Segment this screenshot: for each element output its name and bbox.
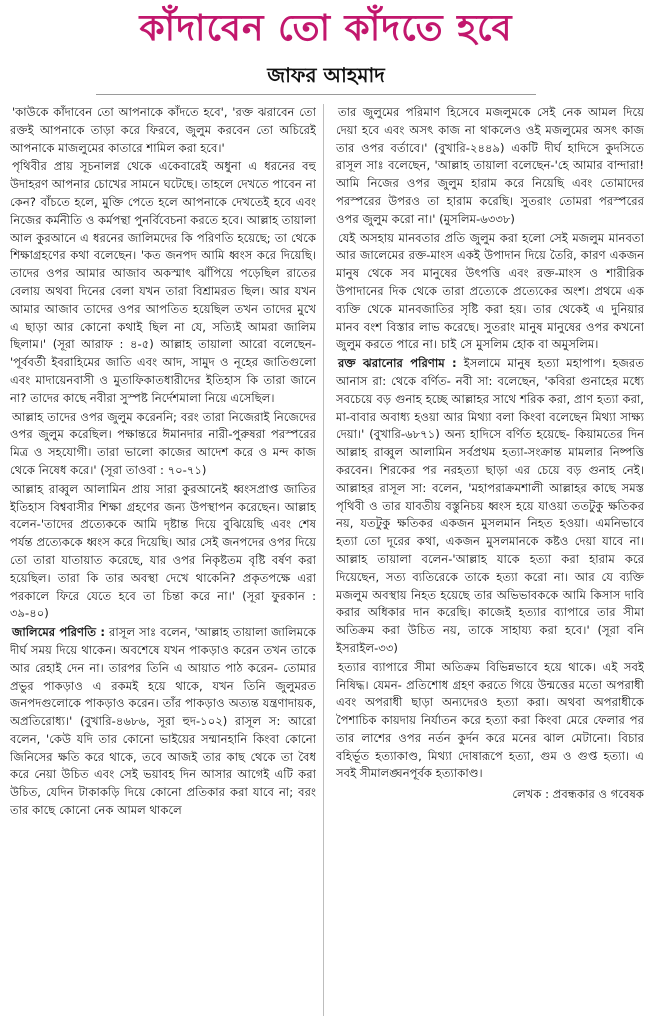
paragraph-text: তার জুলুমের পরিমাণ হিসেবে মজলুমকে সেই নেক আমল দিয়ে দেয়া হবে এবং অসৎ কাজ না থাকলেও ওই মজলুমের অসৎ কাজ তার ওপর বর্তাবে।' (বুখারি-২৪৪৯) একটি দীর্ঘ হাদিসে কুদসিতে রাসূল সাঃ বলেছেন, 'আল্লাহ তায়ালা বলেছেন-'হে আমার বান্দারা! আমি নিজের ওপর জুলুম হারাম করে নিয়েছি এবং তোমাদের পরস্পরের উপরও তা হারাম করেছি। সুতরাং তোমরা পরস্পরের ওপর জুলুম করো না।' (মুসলিম-৬৩৩৮) — [336, 105, 644, 226]
paragraph-text: যেই অসহায় মানবতার প্রতি জুলুম করা হলো সেই মজলুম মানবতা আর জালেমের রক্ত-মাংস একই উপাদান দিয়ে তৈরি, কারণ একজন মানুষ থেকে সব মানুষের উৎপত্তি এবং রক্ত-মাংস ও শারীরিক উপাদানের দিক থেকে তারা প্রত্যেকে প্রত্যেকের অংশ। প্রথমে এক ব্যক্তি থেকে মানবজাতির সৃষ্টি করা হয়। তার থেকেই এ দুনিয়ার মানব বংশ বিস্তার লাভ করেছে। সুতরাং মানুষ মানুষের ওপর কখনো জুলুম করতে পারে না। চাই সে মুসলিম হোক বা অমুসলিম। — [336, 230, 644, 352]
article-column-right — [336, 104, 644, 1018]
article-paragraph — [10, 624, 316, 820]
article-title: কাঁদাবেন তো কাঁদতে হবে — [139, 8, 513, 49]
article-paragraph — [10, 158, 316, 407]
paragraph-text: রাসূল সাঃ বলেন, 'আল্লাহ তায়ালা জালিমকে দীর্ঘ সময় দিয়ে থাকেন। অবশেষে যখন পাকড়াও করেন তখন তাকে আর রেহাই দেন না। তারপর তিনি এ আয়াত পাঠ করেন- তোমার প্রভুর পাকড়াও এ রকমই হয়ে থাকে, যখন তিনি জুলুমরত জনপদগুলোকে পাকড়াও করেন। তাঁর পাকড়াও অত্যন্ত যন্ত্রণাদায়ক, অপ্রতিরোধ্য।' (বুখারি-৪৬৮৬, সূরা হুদ-১০২) রাসূল স: আরো বলেন, 'কেউ যদি তার কোনো ভাইয়ের সম্মানহানি কিংবা কোনো জিনিসের ক্ষতি করে থাকে, তবে আজই তার কাছ থেকে তা বৈধ করে নেয়া উচিত এবং সেই ভয়াবহ দিন আসার আগেই এটি করা উচিত, যেদিন টাকাকড়ি দিয়ে কোনো প্রতিকার করা যাবে না; বরং তার কাছে কোনো নেক আমল থাকলে — [10, 625, 316, 818]
article-paragraph — [336, 355, 644, 658]
section-heading: জালিমের পরিণতি : — [12, 625, 106, 640]
paragraph-text: 'কাউকে কাঁদাবেন তো আপনাকে কাঁদতে হবে', 'রক্ত ঝরাবেন তো রক্তই আপনাকে তাড়া করে ফিরবে, জুলুম করবেন তো অচিরেই আপনাকে মাজলুমের কাতারে শামিল করা হবে।' — [10, 105, 316, 155]
section-heading: রক্ত ঝরানোর পরিণাম : — [338, 356, 457, 371]
author-credit: লেখক : প্রবন্ধকার ও গবেষক — [512, 787, 644, 802]
article-column-left — [10, 104, 316, 1018]
article-paragraph — [10, 104, 316, 157]
paragraph-text: আল্লাহ রাব্বুল আলামিন প্রায় সারা কুরআনেই ধ্বংসপ্রাপ্ত জাতির ইতিহাস বিশ্ববাসীর শিক্ষা গ্রহণের জন্য উপস্থাপন করেছেন। আল্লাহ বলেন-'তাদের প্রত্যেককে আমি দৃষ্টান্ত দিয়ে বুঝিয়েছি এবং শেষ পর্যন্ত প্রত্যেককে ধ্বংস করে দিয়েছি। আর সেই জনপদের ওপর দিয়ে তো তারা যাতায়াত করেছে, যার ওপর নিকৃষ্টতম বৃষ্টি বর্ষণ করা হয়েছিল। তারা কি তার অবস্থা দেখে থাকেনি? প্রকৃতপক্ষে এরা পরকালে ফিরে যেতে হবে তা চিন্তা করে না।' (সূরা ফুরকান : ৩৯-৪০) — [10, 481, 316, 621]
article-paragraph — [336, 104, 644, 229]
column-divider — [323, 104, 324, 1016]
title-divider — [96, 94, 536, 95]
article-paragraph — [10, 481, 316, 623]
paragraph-text: হত্যার ব্যাপারে সীমা অতিক্রম বিভিন্নভাবে হয়ে থাকে। এই সবই নিষিদ্ধ। যেমন- প্রতিশোধ গ্রহণ করতে গিয়ে উন্মত্তের মতো অপরাধী এবং অপরাধী ছাড়া অন্যদেরও হত্যা করা। অথবা অপরাধীকে পৈশাচিক কায়দায় নির্যাতন করে হত্যা করা কিংবা মেরে ফেলার পর তার লাশের ওপর নর্তন কুর্দন করে মনের ঝাল মেটানো। বিচার বহির্ভূত হত্যাকাণ্ড, মিথ্যা দোষারূপে হত্যা, গুম ও গুপ্ত হত্যা। এ সবই সীমালঙ্ঘনপূর্বক হত্যাকাণ্ড। — [336, 659, 644, 781]
article-paragraph — [336, 659, 644, 784]
article-paragraph — [336, 230, 644, 355]
paragraph-text: আল্লাহ তাদের ওপর জুলুম করেননি; বরং তারা নিজেরাই নিজেদের ওপর জুলুম করেছিল। পক্ষান্তরে ঈমানদার নারী-পুরুষরা পরস্পরের মিত্র ও সহযোগী। তারা ভালো কাজের আদেশ করে ও মন্দ কাজ থেকে নিষেধ করে।' (সূরা তাওবা : ৭০-৭১) — [10, 409, 316, 477]
paragraph-text: ইসলামে মানুষ হত্যা মহাপাপ। হজরত আনাস রা: থেকে বর্ণিত- নবী সা: বলেছেন, 'কবিরা গুনাহের মধ্যে সবচেয়ে বড় গুনাহ হচ্ছে আল্লাহর সাথে শরিক করা, প্রাণ হত্যা করা, মা-বাবার অবাধ্য হওয়া আর মিথ্যা বলা কিংবা বলেছেন মিথ্যা সাক্ষ্য দেয়া।' (বুখারি-৬৮৭১) অন্য হাদিসে বর্ণিত হয়েছে- কিয়ামতের দিন আল্লাহ রাব্বুল আলামিন সর্বপ্রথম হত্যা-সংক্রান্ত মামলার নিষ্পত্তি করবেন। শিরকের পর নরহত্যা ছাড়া এর চেয়ে বড় গুনাহ নেই। আল্লাহর রাসূল সা: বলেন, 'মহাপরাক্রমশালী আল্লাহর কাছে সমস্ত পৃথিবী ও তার যাবতীয় বস্তুনিচয় ধ্বংস হয়ে যাওয়া ততটুকু ক্ষতিকর নয়, যতটুকু ক্ষতিকর একজন মুসলমান নিহত হওয়া। এমনিভাবে হত্যা তো দূরের কথা, একজন মুসলমানকে কষ্টও দেয়া যাবে না। আল্লাহ তায়ালা বলেন-'আল্লাহ যাকে হত্যা করা হারাম করে দিয়েছেন, সত্য ব্যতিরেকে তাকে হত্যা করো না। আর যে ব্যক্তি মজলুম অবস্থায় নিহত হয়েছে তার অভিভাবককে আমি কিসাস দাবি করার অধিকার দান করেছি। কাজেই হত্যার ব্যাপারে তার সীমা অতিক্রম করা উচিত নয়, তাকে সাহায্য করা হবে।' (সূরা বনি ইসরাইল-৩৩) — [336, 356, 644, 655]
article-paragraph — [10, 409, 316, 480]
paragraph-text: পৃথিবীর প্রায় সূচনালগ্ন থেকে একেবারেই অধুনা এ ধরনের বহু উদাহরণ আপনার চোখের সামনে ঘটেছে। তাহলে দেখতে পাবেন না কেন? বাঁচতে হলে, মুক্তি পেতে হলে আপনাকে দেখতেই হবে এবং নিজের কর্মনীতি ও কর্মপন্থা পুনর্বিবেচনা করতে হবে। আল্লাহ তায়ালা আল কুরআনে এ ধরনের জালিমদের কি পরিণতি হয়েছে; তা থেকে শিক্ষাগ্রহণের কথা বলেছেন। 'কত জনপদ আমি ধ্বংস করে দিয়েছি। তাদের ওপর আমার আজাব অকস্মাৎ ঝাঁপিয়ে পড়েছিল রাতের বেলায় অথবা দিনের বেলা যখন তারা বিশ্রামরত ছিল। আর যখন আমার আজাব তাদের ওপর আপতিত হয়েছিল তখন তাদের মুখে এ ছাড়া আর কোনো কথাই ছিল না যে, সত্যিই আমরা জালিম ছিলাম।' (সূরা আরাফ : ৪-৫) আল্লাহ তায়ালা আরো বলেছেন-'পূর্ববর্তী ইবরাহিমের জাতি এবং আদ, সামুদ ও নূহের জাতিগুলো এবং মাদায়েনবাসী ও মুতাফিকাতধারীদের ইতিহাস কি তারা জানে না? তাদের কাছে নবীরা সুস্পষ্ট নির্দেশমালা নিয়ে এসেছিল। — [10, 159, 316, 405]
author-name: জাফর আহমাদ — [267, 63, 385, 87]
